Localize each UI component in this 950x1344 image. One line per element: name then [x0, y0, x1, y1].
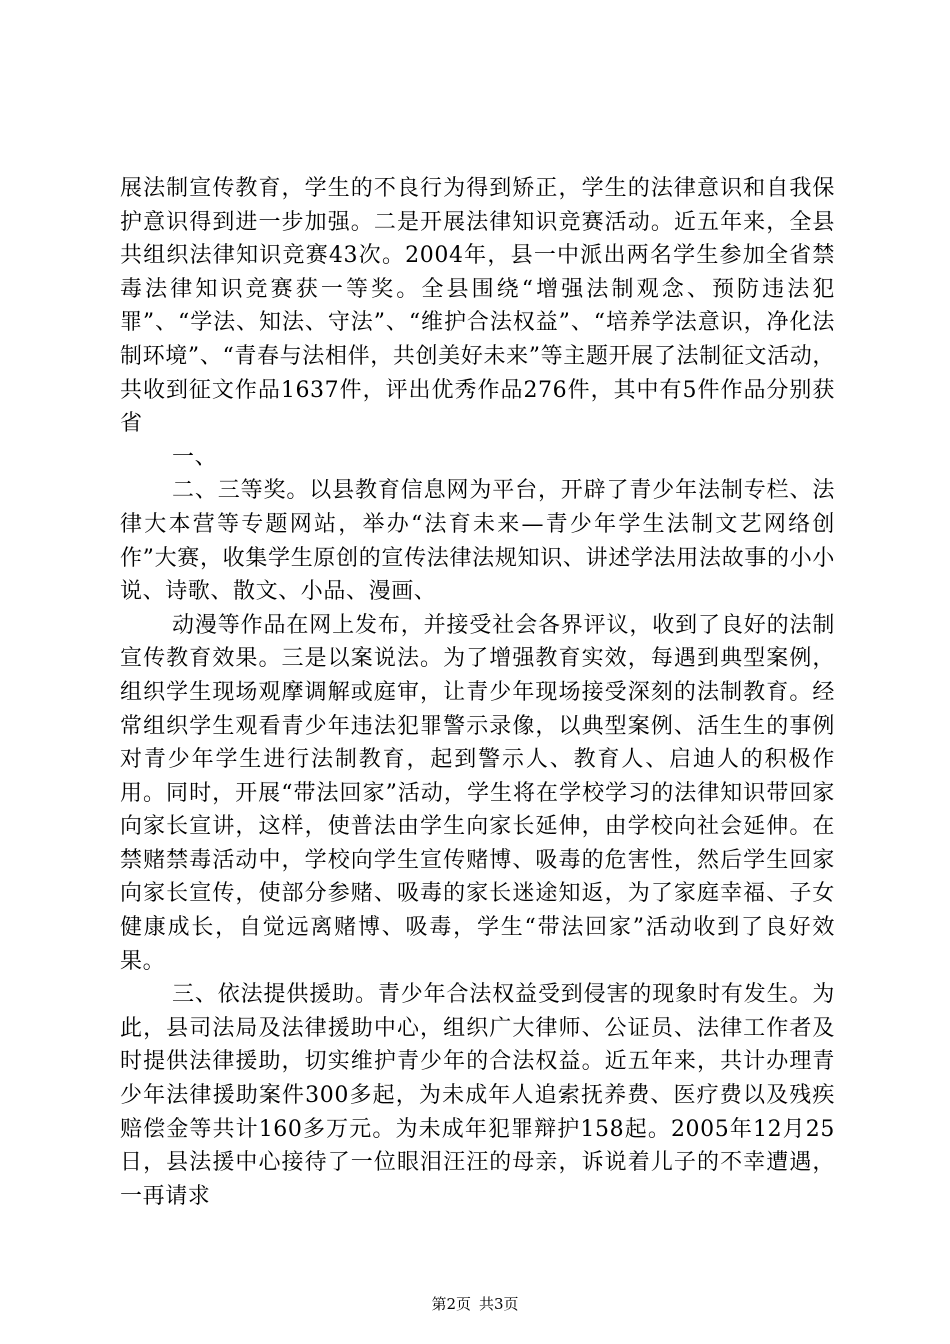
paragraph-1: 展法制宣传教育，学生的不良行为得到矫正，学生的法律意识和自我保护意识得到进一步加强。二是开展法律知识竞赛活动。近五年来，全县共组织法律知识竞赛43次。2004年，县一中派出两名学生参加全省禁毒法律知识竞赛获一等奖。全县围绕“增强法制观念、预防违法犯罪”、“学法、知法、守法”、“维护合法权益”、“培养学法意识，净化法制环境”、“青春与法相伴，共创美好未来”等主题开展了法制征文活动，共收到征文作品1637件，评出优秀作品276件，其中有5件作品分别获省: [120, 176, 835, 437]
paragraph-2: 一、: [172, 444, 218, 470]
paragraph-5: 三、依法提供援助。青少年合法权益受到侵害的现象时有发生。为此，县司法局及法律援助中心，组织广大律师、公证员、法律工作者及时提供法律援助，切实维护青少年的合法权益。近五年来，共计办理青少年法律援助案件300多起，为未成年人追索抚养费、医疗费以及残疾赔偿金等共计160多万元。为未成年犯罪辩护158起。2005年12月25日，县法援中心接待了一位眼泪汪汪的母亲，诉说着儿子的不幸遭遇，一再请求: [120, 982, 835, 1209]
page-number-current: 第2页: [431, 1295, 471, 1313]
document-body: [120, 172, 835, 1213]
page-footer: [0, 1294, 950, 1314]
paragraph-4: 动漫等作品在网上发布，并接受社会各界评议，收到了良好的法制宣传教育效果。三是以案说法。为了增强教育实效，每遇到典型案例，组织学生现场观摩调解或庭审，让青少年现场接受深刻的法制教育。经常组织学生观看青少年违法犯罪警示录像，以典型案例、活生生的事例对青少年学生进行法制教育，起到警示人、教育人、启迪人的积极作用。同时，开展“带法回家”活动，学生将在学校学习的法律知识带回家向家长宣讲，这样，使普法由学生向家长延伸，由学校向社会延伸。在禁赌禁毒活动中，学校向学生宣传赌博、吸毒的危害性，然后学生回家向家长宣传，使部分参赌、吸毒的家长迷途知返，为了家庭幸福、子女健康成长，自觉远离赌博、吸毒，学生“带法回家”活动收到了良好效果。: [120, 612, 835, 974]
page-number-total: 共3页: [479, 1295, 519, 1313]
paragraph-3: 二、三等奖。以县教育信息网为平台，开辟了青少年法制专栏、法律大本营等专题网站，举办“法育未来—青少年学生法制文艺网络创作”大赛，收集学生原创的宣传法律法规知识、讲述学法用法故事的小小说、诗歌、散文、小品、漫画、: [120, 478, 835, 605]
